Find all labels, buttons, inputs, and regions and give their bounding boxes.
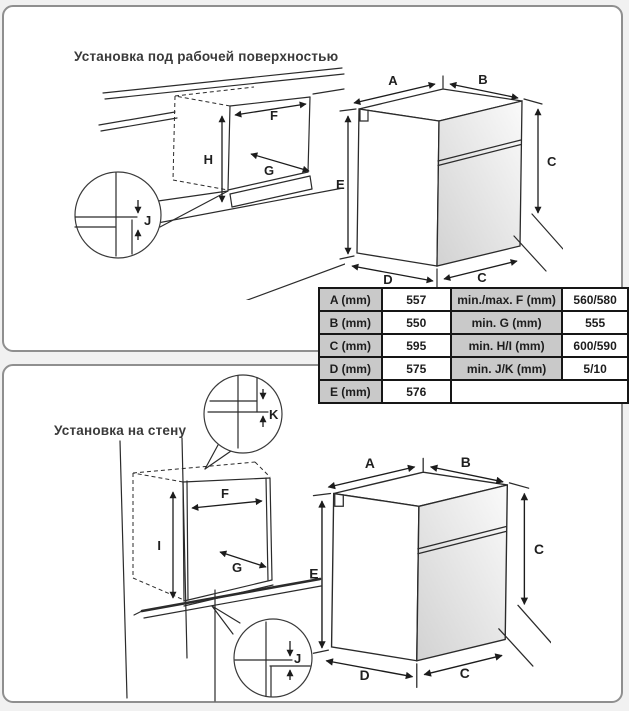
table-row bbox=[319, 311, 628, 334]
dim-label-J: J bbox=[144, 213, 152, 228]
table-row bbox=[319, 380, 628, 403]
dim-name-cell: D (mm) bbox=[319, 357, 382, 380]
oven-side-face bbox=[357, 109, 439, 266]
empty-cell bbox=[451, 380, 628, 403]
dim-name-cell: min. J/K (mm) bbox=[451, 357, 562, 380]
dim-arrow-F bbox=[192, 501, 262, 508]
dim-name-cell: min. H/I (mm) bbox=[451, 334, 562, 357]
dim-name-cell: min./max. F (mm) bbox=[451, 288, 562, 311]
oven-dimensions-diagram-bottom bbox=[306, 455, 551, 695]
dim-value-cell: 555 bbox=[562, 311, 628, 334]
dim-name-cell: E (mm) bbox=[319, 380, 382, 403]
table-row bbox=[319, 357, 628, 380]
dim-label-F: F bbox=[221, 486, 229, 501]
worktop-niche-diagram bbox=[55, 60, 345, 300]
callout-K-detail bbox=[204, 375, 282, 469]
dim-label-E: E bbox=[336, 177, 345, 192]
dim-name-cell: B (mm) bbox=[319, 311, 382, 334]
dim-value-cell: 557 bbox=[382, 288, 451, 311]
dim-label-D: D bbox=[383, 272, 393, 287]
wall-lines bbox=[120, 438, 215, 701]
section-title-worktop: Установка под рабочей поверхностью bbox=[74, 49, 339, 64]
dim-label-G: G bbox=[231, 560, 243, 575]
callout-J-detail bbox=[75, 172, 228, 258]
dim-arrow-G bbox=[220, 552, 266, 567]
dim-label-A: A bbox=[364, 455, 375, 471]
dim-value-cell: 550 bbox=[382, 311, 451, 334]
dim-label-C-bottom: C bbox=[459, 664, 470, 681]
dim-label-C-bottom: C bbox=[477, 270, 487, 285]
dim-label-C-right: C bbox=[533, 541, 544, 558]
dim-label-B: B bbox=[478, 73, 488, 87]
dim-name-cell: A (mm) bbox=[319, 288, 382, 311]
dim-name-cell: min. G (mm) bbox=[451, 311, 562, 334]
dim-label-J: J bbox=[294, 651, 302, 666]
dim-label-G: G bbox=[263, 163, 275, 178]
dimensions-table bbox=[318, 287, 629, 404]
dim-label-K: K bbox=[269, 407, 279, 422]
dim-label-I: I bbox=[157, 538, 161, 553]
callout-J-detail bbox=[212, 606, 312, 697]
dim-label-F: F bbox=[270, 108, 278, 123]
section-title-wall: Установка на стену bbox=[54, 423, 187, 438]
dim-value-cell: 600/590 bbox=[562, 334, 628, 357]
dim-arrow-G bbox=[251, 154, 309, 171]
dim-label-E: E bbox=[309, 565, 319, 582]
table-row bbox=[319, 288, 628, 311]
dim-name-cell: C (mm) bbox=[319, 334, 382, 357]
dim-label-A: A bbox=[388, 73, 398, 88]
table-row bbox=[319, 334, 628, 357]
wall-niche-diagram bbox=[90, 368, 330, 703]
dim-label-D: D bbox=[359, 666, 370, 683]
dim-value-cell: 575 bbox=[382, 357, 451, 380]
dim-label-B: B bbox=[460, 455, 471, 470]
dim-label-C-right: C bbox=[547, 154, 557, 169]
oven-door bbox=[437, 101, 522, 266]
oven-door bbox=[417, 485, 508, 661]
oven-dimensions-diagram-top bbox=[333, 73, 563, 298]
oven-side-face bbox=[332, 494, 419, 661]
dim-value-cell: 5/10 bbox=[562, 357, 628, 380]
dim-value-cell: 560/580 bbox=[562, 288, 628, 311]
dim-label-H: H bbox=[203, 152, 213, 167]
dim-value-cell: 576 bbox=[382, 380, 451, 403]
dim-value-cell: 595 bbox=[382, 334, 451, 357]
